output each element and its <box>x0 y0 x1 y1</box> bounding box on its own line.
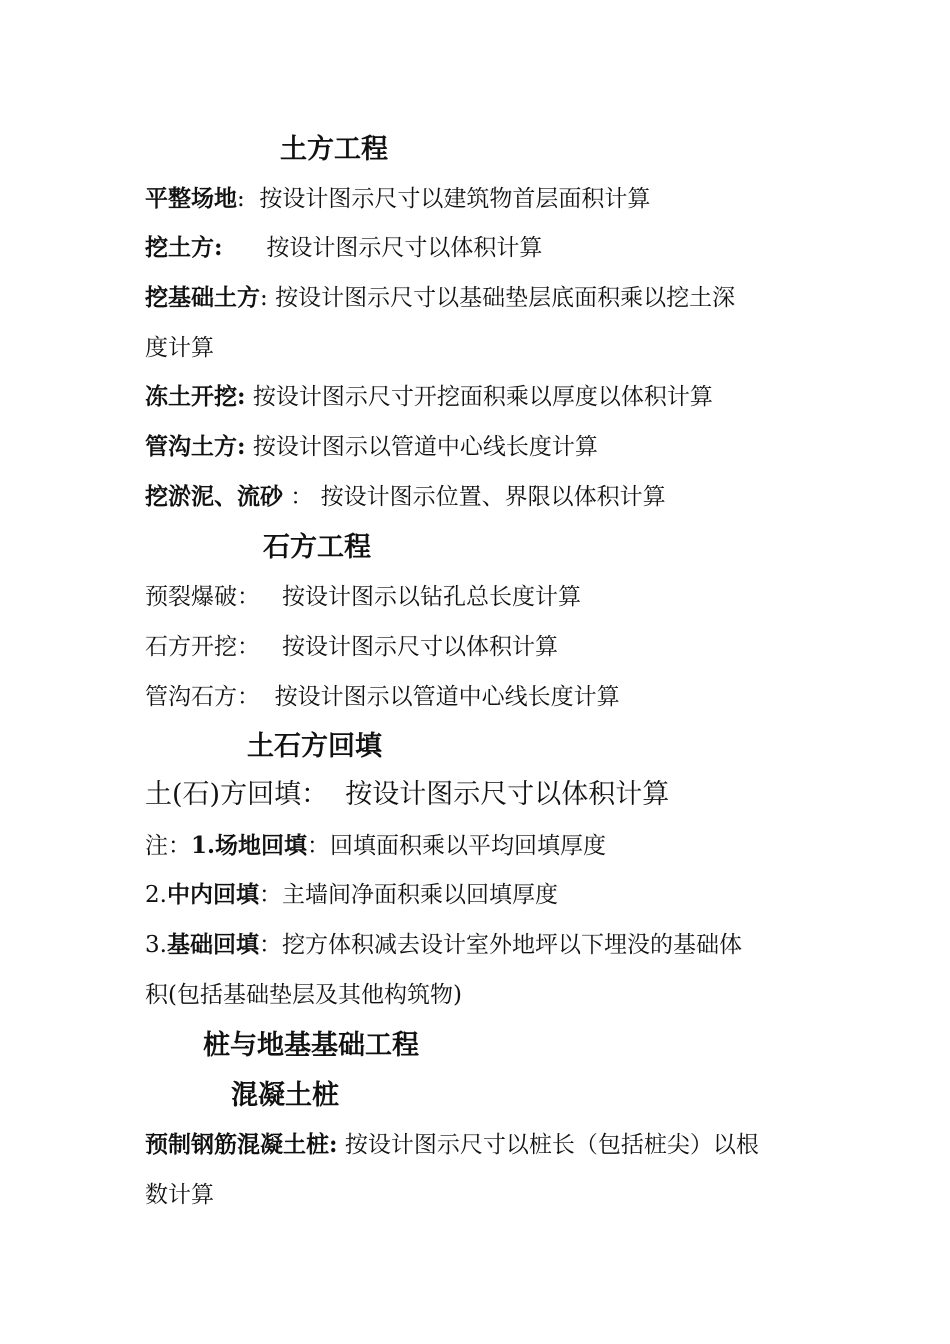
earthwork-item-5 <box>145 431 815 463</box>
item-desc: 按设计图示以管道中心线长度计算 <box>252 434 598 460</box>
item-sep: : <box>260 285 276 311</box>
item-sep <box>246 384 253 410</box>
earthwork-item-2 <box>145 232 815 264</box>
item-sep <box>246 434 253 460</box>
backfill-main-item <box>145 779 815 811</box>
note-sep: ： <box>258 882 282 908</box>
note-term: 中内回填 <box>166 881 259 908</box>
item-desc: 按设计图示尺寸以基础垫层底面积乘以挖土深 <box>275 285 736 311</box>
item-term: 石方开挖： <box>145 634 260 660</box>
item-sep <box>223 235 267 261</box>
item-sep <box>260 684 275 710</box>
note-prefix: 2. <box>145 882 167 908</box>
earthwork-item-3 <box>145 282 815 314</box>
item-sep <box>260 584 282 610</box>
rockwork-item-3 <box>145 681 815 713</box>
backfill-note-2 <box>145 879 815 911</box>
item-term: 管沟石方： <box>145 684 260 710</box>
item-term: 挖基础土方 <box>145 284 260 311</box>
section-heading-earthwork: 土方工程 <box>280 134 388 165</box>
item-desc: 按设计图示尺寸以体积计算 <box>281 634 558 660</box>
item-sep: : <box>237 186 260 212</box>
section-heading-piles: 桩与地基基础工程 <box>203 1030 419 1061</box>
section-heading-rockwork: 石方工程 <box>263 532 371 563</box>
piles-item-1-continuation: 数计算 <box>145 1182 214 1208</box>
earthwork-item-3-continuation: 度计算 <box>145 335 214 361</box>
rockwork-item-2 <box>145 631 815 663</box>
note-prefix: 注： <box>145 833 191 859</box>
earthwork-item-1 <box>145 183 815 215</box>
item-term: 平整场地 <box>145 185 237 212</box>
item-term: 挖土方: <box>145 234 223 261</box>
item-desc: 按设计图示尺寸以体积计算 <box>266 235 543 261</box>
item-sep: ： <box>283 484 321 510</box>
backfill-note-3 <box>145 929 815 961</box>
earthwork-item-6 <box>145 481 815 513</box>
item-term: 挖淤泥、流砂 <box>145 483 283 510</box>
item-sep <box>338 1132 345 1158</box>
note-term: 基础回填 <box>166 931 259 958</box>
item-sep <box>260 634 282 660</box>
item-desc: 按设计图示以管道中心线长度计算 <box>274 684 620 710</box>
item-desc: 按设计图示尺寸开挖面积乘以厚度以体积计算 <box>252 384 713 410</box>
note-prefix: 3. <box>145 932 167 958</box>
subsection-heading-concrete-piles: 混凝土桩 <box>231 1080 339 1111</box>
backfill-note-1 <box>145 830 815 862</box>
note-term: 1.场地回填 <box>191 832 308 859</box>
item-desc: 按设计图示尺寸以桩长（包括桩尖）以根 <box>344 1132 759 1158</box>
item-desc: 按设计图示尺寸以体积计算 <box>345 779 670 810</box>
item-term: 冻土开挖: <box>145 383 246 410</box>
item-term: 土(石)方回填： <box>145 779 329 810</box>
note-sep: ： <box>258 932 282 958</box>
item-term: 预制钢筋混凝土桩: <box>145 1131 338 1158</box>
earthwork-item-4 <box>145 381 815 413</box>
section-heading-backfill: 土石方回填 <box>247 731 382 762</box>
rockwork-item-1 <box>145 581 815 613</box>
note-sep: ： <box>307 833 331 859</box>
item-term: 预裂爆破： <box>145 584 260 610</box>
item-desc: 按设计图示尺寸以建筑物首层面积计算 <box>259 186 651 212</box>
item-desc: 按设计图示位置、界限以体积计算 <box>320 484 666 510</box>
piles-item-1 <box>145 1129 815 1161</box>
note-desc: 回填面积乘以平均回填厚度 <box>330 833 607 859</box>
note-desc: 挖方体积减去设计室外地坪以下埋没的基础体 <box>281 932 742 958</box>
item-desc: 按设计图示以钻孔总长度计算 <box>281 584 581 610</box>
item-sep <box>328 779 345 810</box>
note-desc: 主墙间净面积乘以回填厚度 <box>281 882 558 908</box>
backfill-note-3-continuation: 积(包括基础垫层及其他构筑物) <box>145 982 462 1008</box>
item-term: 管沟土方: <box>145 433 246 460</box>
